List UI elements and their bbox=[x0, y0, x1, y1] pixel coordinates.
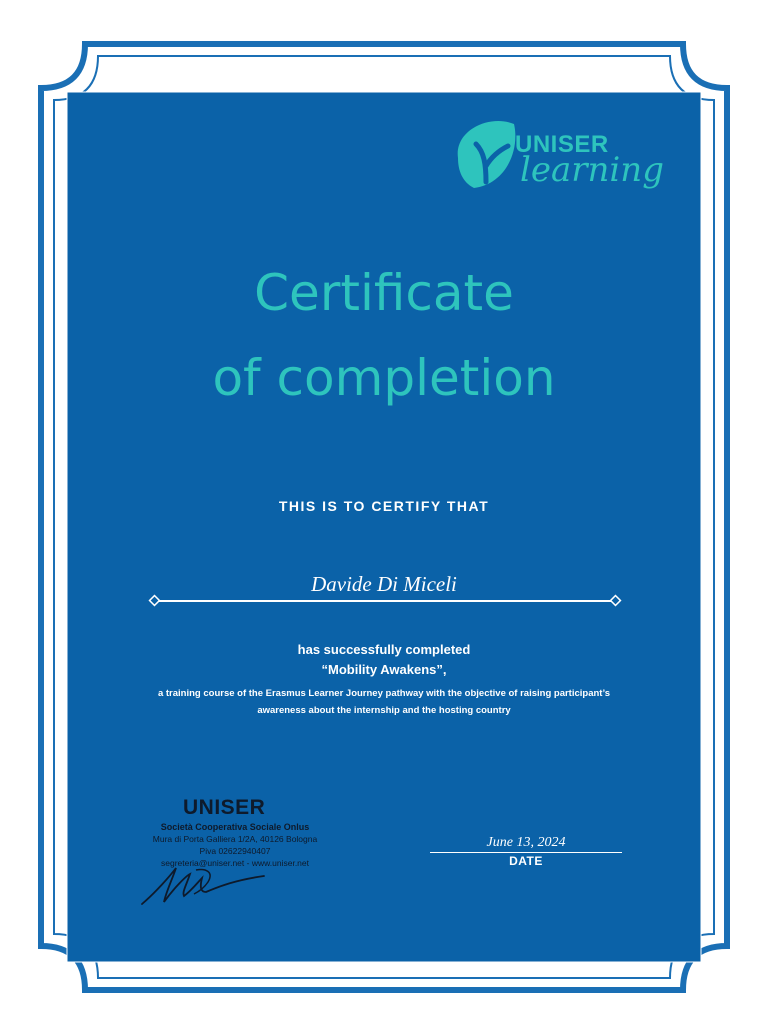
course-description-line-1: a training course of the Erasmus Learner Journey pathway with the objective of raising participant’s bbox=[157, 688, 611, 699]
certificate-title-line-1: Certificate bbox=[254, 264, 514, 322]
course-description bbox=[0, 685, 768, 719]
stamp-address: Mura di Porta Galliera 1/2A, 40126 Bologna bbox=[152, 834, 318, 844]
logo-script: learning bbox=[520, 150, 664, 190]
stamp-vat: Piva 02622940407 bbox=[199, 846, 271, 856]
certify-heading: THIS IS TO CERTIFY THAT bbox=[278, 498, 490, 514]
stamp-contact: segreteria@uniser.net - www.uniser.net bbox=[160, 858, 309, 868]
date-value: June 13, 2024 bbox=[486, 835, 566, 850]
certificate-title-line-2: of completion bbox=[212, 349, 556, 407]
completion-line: has successfully completed bbox=[297, 642, 471, 657]
course-description-line-2: awareness about the internship and the hosting country bbox=[257, 705, 511, 716]
course-name: “Mobility Awakens”, bbox=[321, 662, 447, 677]
name-underline bbox=[148, 594, 622, 608]
recipient-name: Davide Di Miceli bbox=[311, 572, 457, 596]
logo-brand: UNISER bbox=[515, 131, 609, 158]
date-label: DATE bbox=[509, 854, 543, 868]
stamp-subtitle: Società Cooperativa Sociale Onlus bbox=[160, 822, 310, 832]
stamp-org-name: UNISER bbox=[183, 796, 266, 819]
date-rule bbox=[430, 852, 622, 853]
signature bbox=[136, 862, 276, 910]
